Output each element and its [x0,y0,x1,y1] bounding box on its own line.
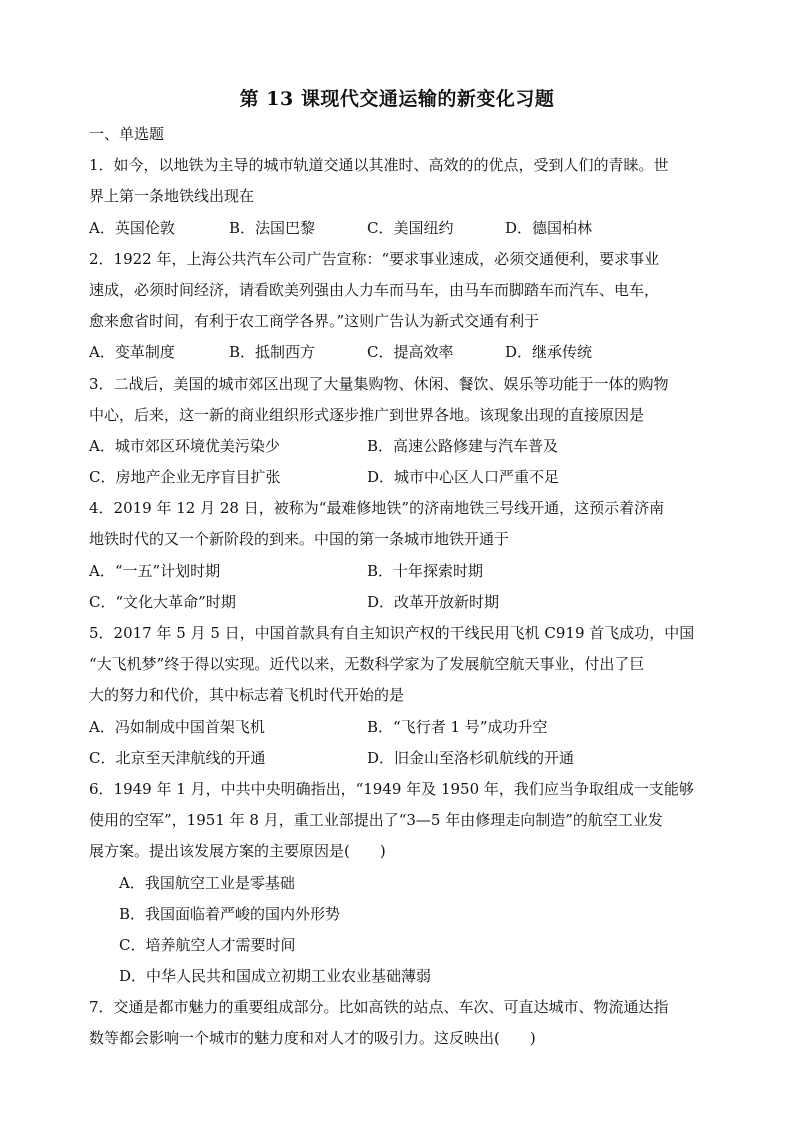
question-text-line: 展方案。提出该发展方案的主要原因是( ) [89,842,386,861]
question-text-line: 界上第一条地铁线出现在 [89,187,255,206]
question-text-line: 2．1922 年，上海公共汽车公司广告宣称：“要求事业速成，必须交通便利，要求事业 [89,249,660,268]
question-text-line: 速成，必须时间经济，请看欧美列强由人力车而马车，由马车而脚踏车而汽车、电车， [89,280,660,299]
option-b: B．高速公路修建与汽车普及 [367,436,559,455]
question-4 [89,493,709,618]
option-b: B．我国面临着严峻的国内外形势 [119,904,341,923]
option-c: C．北京至天津航线的开通 [89,748,266,767]
option-b: B．抵制西方 [229,343,316,362]
question-6 [89,774,709,992]
question-text-line: 3．二战后，美国的城市郊区出现了大量集购物、休闲、餐饮、娱乐等功能于一体的购物 [89,374,669,393]
question-text-line: 7．交通是都市魅力的重要组成部分。比如高铁的站点、车次、可直达城市、物流通达指 [89,998,669,1017]
option-d: D．城市中心区人口严重不足 [367,468,560,487]
question-text-line: 地铁时代的又一个新阶段的到来。中国的第一条城市地铁开通于 [89,530,510,549]
option-row [89,587,709,618]
question-text-line: 数等都会影响一个城市的魅力度和对人才的吸引力。这反映出( ) [89,1029,536,1048]
option-c: C．培养航空人才需要时间 [119,935,296,954]
question-text-line: 5．2017 年 5 月 5 日，中国首款具有自主知识产权的干线民用飞机 C919 首飞成功，中国 [89,624,695,642]
question-text-line: 4．2019 年 12 月 28 日，被称为“最难修地铁”的济南地铁三号线开通，这预示着济南 [89,499,665,518]
option-a: A．英国伦敦 [89,218,175,237]
question-text-line: “大飞机梦”终于得以实现。近代以来，无数科学家为了发展航空航天事业，付出了巨 [89,655,645,674]
question-text-line: 1．如今，以地铁为主导的城市轨道交通以其准时、高效的的优点，受到人们的青睐。世 [89,156,669,175]
option-a: A．变革制度 [89,343,175,362]
option-a: A．城市郊区环境优美污染少 [89,436,280,455]
option-d: D．改革开放新时期 [367,592,500,611]
option-a: A．冯如制成中国首架飞机 [89,717,265,736]
option-b: B．十年探索时期 [367,561,484,580]
option-row [89,743,709,774]
option-c: C．美国纽约 [367,218,454,237]
option-row [89,556,709,587]
option-row [89,712,709,743]
option-d: D．中华人民共和国成立初期工业农业基础薄弱 [119,967,432,986]
section-heading: 一、单选题 [89,125,165,143]
page-title: 第 13 课现代交通运输的新变化习题 [239,88,555,110]
option-a: A．“一五”计划时期 [89,561,221,580]
option-row [89,337,709,368]
option-d: D．旧金山至洛杉矶航线的开通 [367,748,575,767]
option-d: D．继承传统 [505,343,593,362]
question-text-line: 使用的空军”，1951 年 8 月，重工业部提出了“3—5 年由修理走向制造”的航空工业发 [89,811,663,830]
question-5 [89,618,709,774]
option-c: C．“文化大革命”时期 [89,592,236,611]
question-text-line: 6．1949 年 1 月，中共中央明确指出，“1949 年及 1950 年，我们应当争取组成一支能够 [89,779,694,798]
option-b: B．法国巴黎 [229,218,316,237]
question-2 [89,244,709,369]
option-b: B．“飞行者 1 号”成功升空 [367,717,548,736]
question-text-line: 中心，后来，这一新的商业组织形式逐步推广到世界各地。该现象出现的直接原因是 [89,405,645,424]
option-c: C．提高效率 [367,343,454,362]
option-d: D．德国柏林 [505,218,593,237]
option-row [89,213,709,244]
question-list [89,119,709,1055]
question-7 [89,992,709,1054]
option-row [89,431,709,462]
question-text-line: 愈来愈省时间，有利于农工商学各界。”这则广告认为新式交通有利于 [89,312,540,331]
option-row [89,462,709,493]
question-text-line: 大的努力和代价，其中标志着飞机时代开始的是 [89,686,405,705]
option-c: C．房地产企业无序盲目扩张 [89,468,281,487]
option-a: A．我国航空工业是零基础 [119,873,295,892]
question-1 [89,150,709,244]
question-3 [89,369,709,494]
